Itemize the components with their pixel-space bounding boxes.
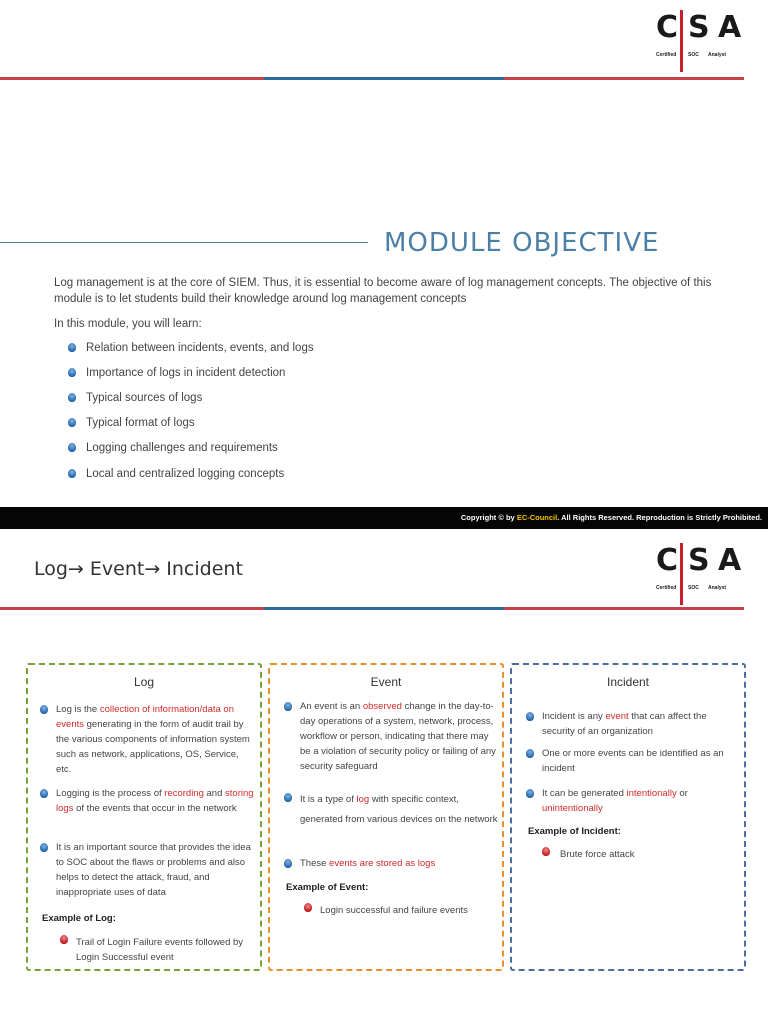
copyright-text: Copyright © by EC-Council. All Rights Reserved. Reproduction is Strictly Prohibited. [460, 513, 762, 522]
logo-divider [680, 10, 683, 72]
logo-sub-analyst: Analyst [708, 585, 727, 591]
title-line [0, 242, 368, 243]
csa-logo [656, 10, 746, 62]
bullet-icon [68, 418, 76, 427]
incident-box [510, 663, 746, 971]
bullet-red-icon [304, 903, 312, 912]
log-box-title: Log [133, 675, 155, 689]
copyright-footer [0, 507, 768, 529]
ec-council-brand: EC-Council [516, 513, 558, 522]
header-rule-blue [264, 77, 504, 80]
log-point-1: Log is the collection of information/data on events generating in the form of audit trail by the various components of information system such as network, applications, OS, Service, etc. [56, 704, 250, 775]
logo-letter-c: C [656, 543, 679, 578]
bullet-icon [526, 712, 534, 721]
event-point-2: It is a type of log with specific context, generated from various devices on the network [300, 794, 498, 825]
incident-point-1: Incident is any event that can affect the security of an organization [542, 711, 707, 737]
bullet-icon [68, 469, 76, 478]
objective-item: Typical sources of logs [86, 392, 203, 404]
objective-item: Relation between incidents, events, and logs [86, 342, 314, 354]
header-rule-red-2 [504, 607, 744, 610]
logo-sub-analyst: Analyst [708, 52, 727, 58]
bullet-icon [40, 705, 48, 714]
bullet-icon [68, 368, 76, 377]
objective-item: Importance of logs in incident detection [86, 367, 286, 379]
header-rule-red [0, 77, 264, 80]
objective-item: Typical format of logs [86, 417, 195, 429]
incident-point-3: It can be generated intentionally or unintentionally [542, 788, 688, 814]
incident-point-2: One or more events can be identified as an incident [542, 748, 724, 774]
bullet-icon [40, 843, 48, 852]
header-rule-red [0, 607, 264, 610]
incident-example-label: Example of Incident: [528, 826, 621, 837]
event-point-3: These events are stored as logs [300, 858, 436, 869]
incident-example: Brute force attack [560, 849, 635, 860]
logo-sub-soc: SOC [688, 585, 699, 591]
slide2-title: Log→ Event→ Incident [34, 558, 243, 580]
objective-item: Local and centralized logging concepts [86, 468, 285, 480]
incident-box-title: Incident [606, 675, 650, 689]
csa-logo-2 [656, 543, 746, 595]
bullet-icon [68, 393, 76, 402]
event-box-title: Event [370, 675, 402, 689]
bullet-red-icon [60, 935, 68, 944]
bullet-icon [284, 859, 292, 868]
intro-paragraph: Log management is at the core of SIEM. Thus, it is essential to become aware of log management concepts. The objective of this module is to let students build their knowledge around log management concepts [54, 277, 712, 305]
bullet-icon [40, 789, 48, 798]
objective-item: Logging challenges and requirements [86, 442, 278, 454]
logo-sub-soc: SOC [688, 52, 699, 58]
bullet-icon [284, 793, 292, 802]
bullet-icon [526, 789, 534, 798]
log-point-2: Logging is the process of recording and storing logs of the events that occur in the network [56, 788, 254, 814]
logo-sub-certified: Certified [656, 585, 677, 591]
page-title: MODULE OBJECTIVE [384, 228, 660, 258]
bullet-icon [284, 702, 292, 711]
header-rule-blue [264, 607, 504, 610]
event-example-label: Example of Event: [286, 882, 369, 893]
logo-letter-s: S [688, 543, 710, 578]
logo-letter-a: A [718, 543, 742, 578]
logo-sub-certified: Certified [656, 52, 677, 58]
bullet-icon [68, 443, 76, 452]
event-box [268, 663, 504, 971]
logo-divider [680, 543, 683, 605]
log-point-3: It is an important source that provides the idea to SOC about the flaws or problems and also helps to detect the attack, fraud, and inappropriate uses of data [56, 842, 251, 898]
bullet-icon [68, 343, 76, 352]
event-example: Login successful and failure events [320, 905, 468, 916]
log-example: Trail of Login Failure events followed by Login Successful event [76, 937, 244, 963]
event-point-1: An event is an observed change in the day-to-day operations of a system, network, process, workflow or person, indicating that there may be a violation of security policy or failing of any security safeguard [300, 701, 496, 772]
log-box [26, 663, 262, 971]
header-rule-red-2 [504, 77, 744, 80]
bullet-red-icon [542, 847, 550, 856]
lead-text: In this module, you will learn: [54, 318, 202, 330]
logo-letter-a: A [718, 10, 742, 45]
bullet-icon [526, 749, 534, 758]
logo-letter-s: S [688, 10, 710, 45]
logo-letter-c: C [656, 10, 679, 45]
log-example-label: Example of Log: [42, 913, 116, 924]
